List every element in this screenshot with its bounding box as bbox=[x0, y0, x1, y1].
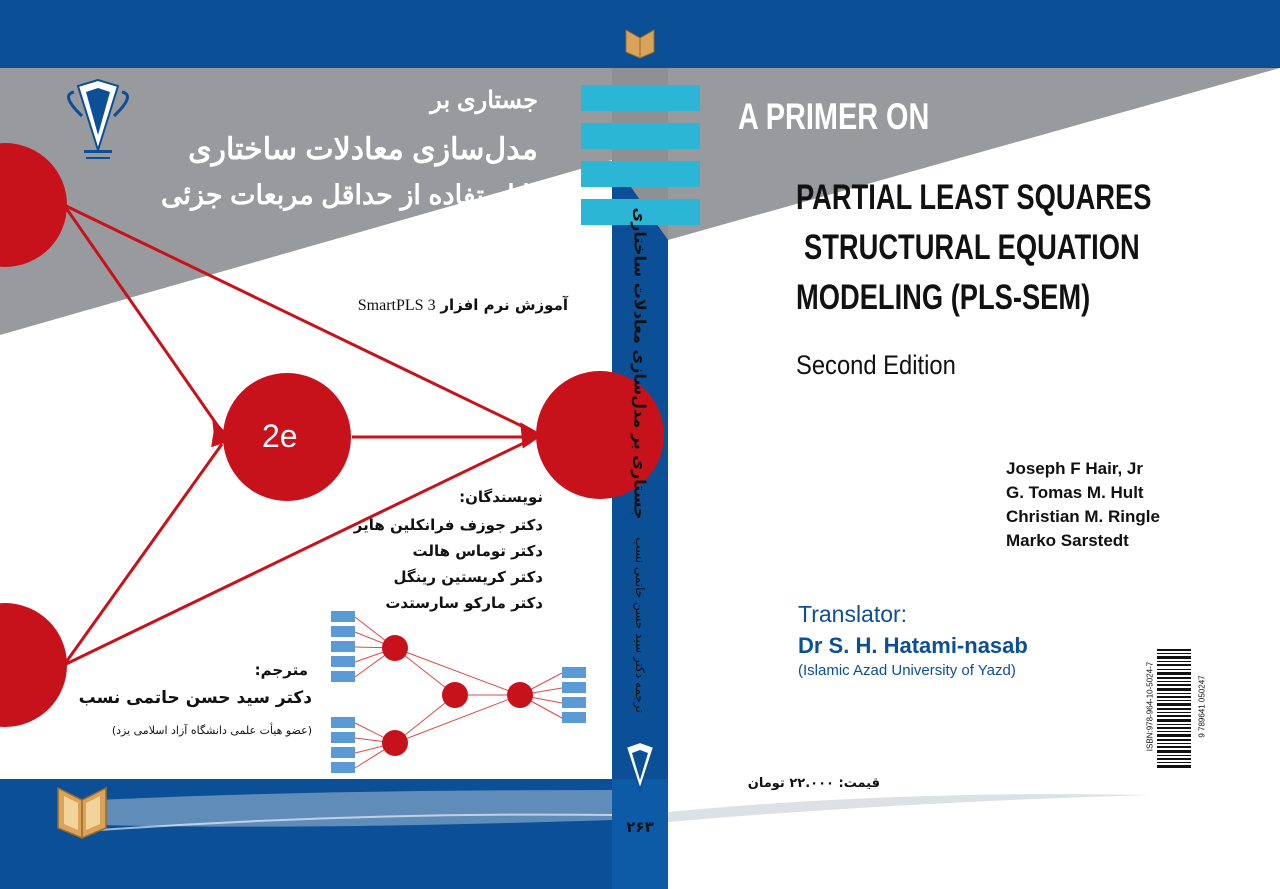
front-title-line2: STRUCTURAL EQUATION bbox=[804, 228, 1140, 267]
author-fa: دکتر کریستین رینگل bbox=[393, 568, 543, 586]
translator-label: Translator: bbox=[798, 601, 908, 627]
small-network bbox=[331, 611, 586, 773]
back-title-line3: با استفاده از حداقل مربعات جزئی bbox=[161, 180, 538, 210]
front-title-line3: MODELING (PLS-SEM) bbox=[796, 278, 1091, 317]
spine-stripe bbox=[581, 85, 700, 111]
barcode-digits: 9 789641 050247 bbox=[1197, 675, 1207, 738]
front-swoosh bbox=[668, 794, 1150, 822]
spine-number: ۲۶۳ bbox=[626, 818, 654, 836]
front-title-line1: PARTIAL LEAST SQUARES bbox=[796, 178, 1152, 217]
spine-translator-anchor bbox=[633, 537, 647, 713]
spine-stripe bbox=[581, 161, 700, 187]
author-en: G. Tomas M. Hult bbox=[1006, 483, 1144, 502]
edition: Second Edition bbox=[796, 350, 956, 380]
software-prefix: آموزش نرم افزار bbox=[440, 296, 568, 314]
software-name: SmartPLS 3 bbox=[357, 297, 436, 314]
translator-name-fa: دکتر سید حسن حاتمی نسب bbox=[78, 688, 312, 708]
isbn: ISBN:978-964-10-5024-7 bbox=[1145, 661, 1155, 752]
translator-affiliation-en: (Islamic Azad University of Yazd) bbox=[798, 662, 1016, 679]
software-line bbox=[358, 296, 568, 315]
translator-name-en: Dr S. H. Hatami-nasab bbox=[798, 633, 1028, 658]
author-fa: دکتر مارکو سارستدت bbox=[385, 594, 543, 612]
diagram-label: 2e bbox=[262, 418, 298, 454]
author-en: Marko Sarstedt bbox=[1006, 531, 1129, 550]
barcode bbox=[1143, 645, 1207, 775]
author-en: Joseph F Hair, Jr bbox=[1006, 459, 1143, 478]
spine-stripe bbox=[581, 123, 700, 149]
translator-heading: مترجم: bbox=[254, 661, 308, 679]
author-fa: دکتر توماس هالت bbox=[412, 542, 543, 560]
spine-title-anchor bbox=[630, 207, 650, 520]
back-title-line1: جستاری بر bbox=[430, 87, 538, 114]
authors-heading: نویسندگان: bbox=[459, 488, 543, 506]
back-title-line2: مدل‌سازی معادلات ساختاری bbox=[188, 133, 538, 166]
author-fa: دکتر جوزف فرانکلین هایر bbox=[353, 516, 543, 534]
spine-translator: ترجمه دکتر سید حسن حاتمی نسب bbox=[633, 537, 647, 713]
spine-title: جستاری بر مدل‌سازی معادلات ساختاری bbox=[630, 207, 650, 520]
primer-heading: A PRIMER ON bbox=[738, 96, 930, 137]
price: قیمت: ۲۲.۰۰۰ تومان bbox=[747, 776, 880, 791]
author-en: Christian M. Ringle bbox=[1006, 507, 1160, 526]
translator-affiliation-fa: (عضو هیأت علمی دانشگاه آزاد اسلامی یزد) bbox=[111, 724, 312, 737]
latent-node-bottom bbox=[0, 603, 67, 727]
